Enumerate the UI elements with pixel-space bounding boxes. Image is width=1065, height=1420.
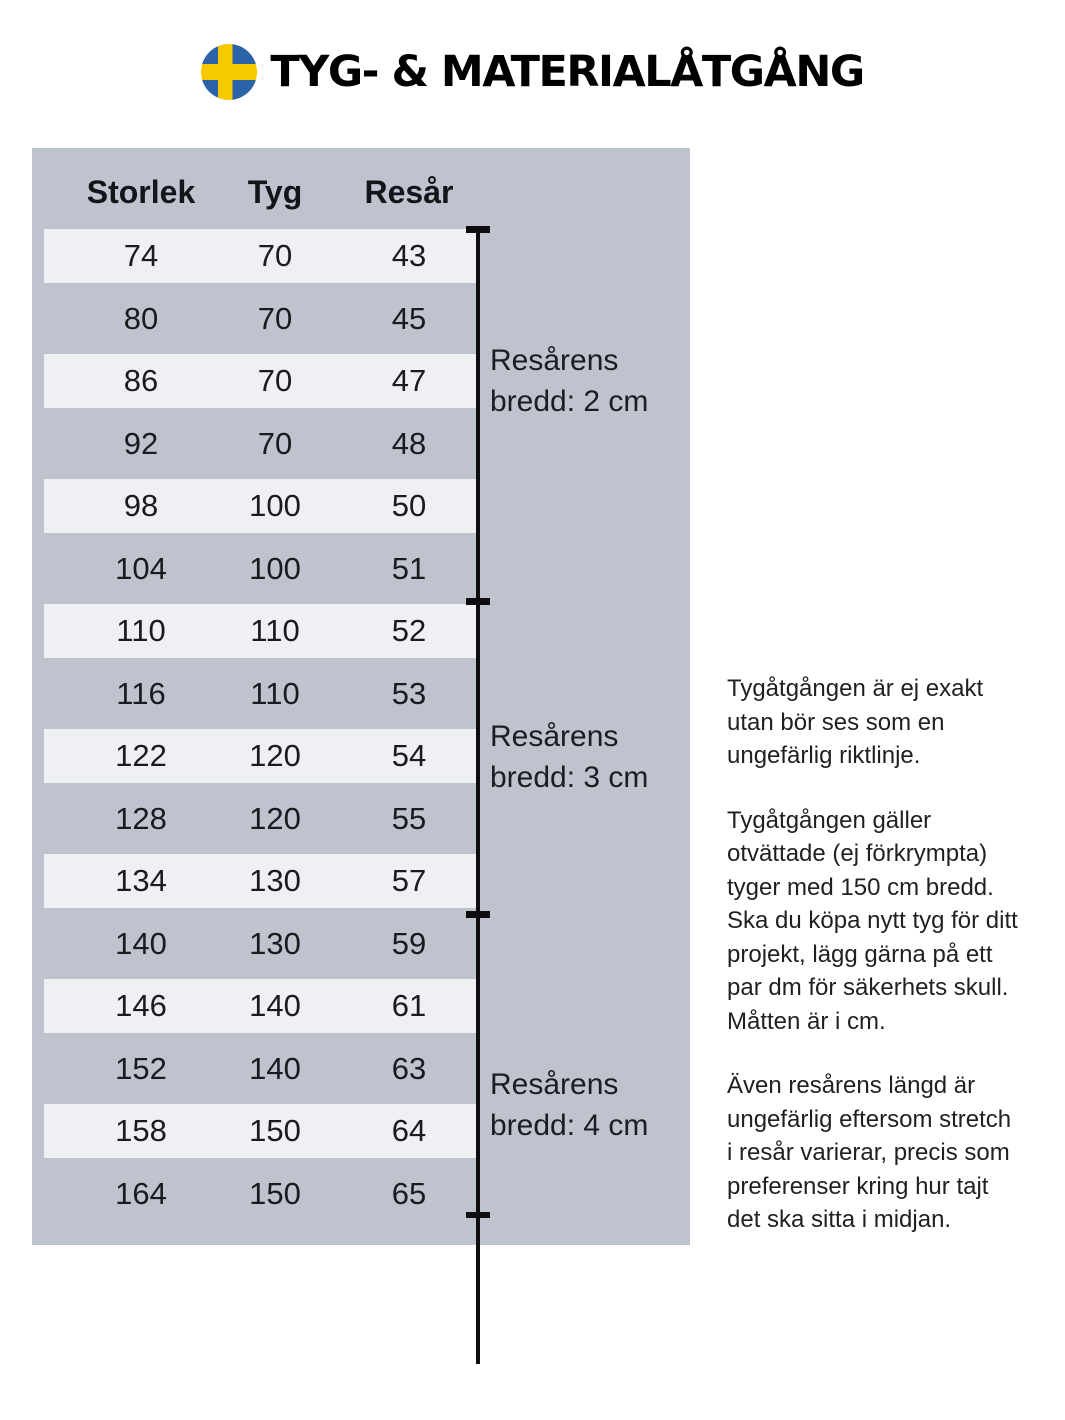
sweden-flag-icon bbox=[201, 44, 257, 100]
note-paragraph: Tygåtgången är ej exakt utan bör ses som en ungefärlig riktlinje. bbox=[727, 675, 984, 769]
cell-resar: 53 bbox=[391, 675, 427, 711]
table-row bbox=[44, 788, 476, 851]
cell-tyg: 120 bbox=[249, 738, 301, 774]
cell-resar: 55 bbox=[391, 800, 427, 836]
cell-storlek: 86 bbox=[123, 363, 159, 399]
cell-tyg: 150 bbox=[249, 1113, 301, 1149]
cell-storlek: 140 bbox=[115, 925, 167, 961]
cell-storlek: 128 bbox=[115, 800, 167, 836]
cell-resar: 57 bbox=[391, 863, 427, 899]
cell-tyg: 150 bbox=[249, 1175, 301, 1211]
table-row bbox=[44, 1163, 476, 1226]
cell-tyg: 100 bbox=[249, 550, 301, 586]
cell-storlek: 110 bbox=[116, 613, 166, 649]
col-header-resar: Resår bbox=[364, 174, 454, 210]
group-label-3cm: Resårens bredd: 3 cm bbox=[490, 720, 649, 794]
bracket-tick-top bbox=[466, 226, 490, 233]
table-row bbox=[44, 913, 476, 976]
cell-storlek: 134 bbox=[115, 863, 167, 899]
cell-storlek: 98 bbox=[123, 488, 159, 524]
cell-storlek: 92 bbox=[123, 425, 159, 461]
col-header-tyg: Tyg bbox=[247, 174, 303, 210]
note-paragraph: Tygåtgången gäller otvättade (ej förkrympta) tyger med 150 cm bredd. Ska du köpa nytt tyg för ditt projekt, lägg gärna på ett par dm för säkerhets skull. Måtten är i cm. bbox=[727, 806, 1018, 1035]
cell-resar: 59 bbox=[391, 925, 427, 961]
cell-resar: 52 bbox=[391, 613, 427, 649]
cell-resar: 64 bbox=[391, 1113, 427, 1149]
group-label-2cm: Resårens bredd: 2 cm bbox=[490, 344, 649, 418]
table-row bbox=[44, 600, 476, 663]
cell-tyg: 70 bbox=[257, 363, 293, 399]
cell-tyg: 140 bbox=[249, 988, 301, 1024]
group-label-4cm: Resårens bredd: 4 cm bbox=[490, 1068, 649, 1142]
table-row bbox=[44, 975, 476, 1038]
table-row bbox=[44, 350, 476, 413]
cell-resar: 65 bbox=[391, 1175, 427, 1211]
cell-tyg: 70 bbox=[257, 300, 293, 336]
cell-resar: 51 bbox=[391, 550, 427, 586]
cell-tyg: 110 bbox=[250, 675, 300, 711]
table-row bbox=[44, 413, 476, 476]
page-title: TYG- & MATERIALÅTGÅNG bbox=[270, 47, 864, 97]
table-body bbox=[44, 225, 476, 1225]
cell-resar: 43 bbox=[391, 238, 427, 274]
table-row bbox=[44, 663, 476, 726]
cell-storlek: 146 bbox=[115, 988, 167, 1024]
cell-resar: 50 bbox=[391, 488, 427, 524]
title-bar bbox=[0, 44, 1065, 100]
bracket-tick-mid-1 bbox=[466, 598, 490, 605]
cell-tyg: 70 bbox=[257, 238, 293, 274]
cell-resar: 61 bbox=[391, 988, 427, 1024]
cell-storlek: 80 bbox=[123, 300, 159, 336]
cell-tyg: 140 bbox=[249, 1050, 301, 1086]
cell-resar: 54 bbox=[391, 738, 427, 774]
cell-resar: 45 bbox=[391, 300, 427, 336]
cell-tyg: 70 bbox=[257, 425, 293, 461]
bracket-tick-bottom bbox=[466, 1212, 490, 1218]
table-row bbox=[44, 1038, 476, 1101]
cell-storlek: 164 bbox=[115, 1175, 167, 1211]
table-row bbox=[44, 225, 476, 288]
table-row bbox=[44, 1100, 476, 1163]
note-paragraph: Även resårens längd är ungefärlig eftersom stretch i resår varierar, precis som preferenser kring hur tajt det ska sitta i midjan. bbox=[727, 1072, 1012, 1233]
cell-tyg: 110 bbox=[250, 613, 300, 649]
table-row bbox=[44, 538, 476, 601]
cell-resar: 63 bbox=[391, 1050, 427, 1086]
size-table-panel bbox=[32, 148, 690, 1245]
table-row bbox=[44, 288, 476, 351]
cell-storlek: 74 bbox=[123, 238, 159, 274]
cell-resar: 48 bbox=[391, 425, 427, 461]
notes-column bbox=[727, 672, 1019, 1268]
cell-resar: 47 bbox=[391, 363, 427, 399]
cell-storlek: 104 bbox=[115, 550, 167, 586]
cell-tyg: 130 bbox=[249, 863, 301, 899]
cell-storlek: 122 bbox=[115, 738, 167, 774]
cell-tyg: 100 bbox=[249, 488, 301, 524]
table-row bbox=[44, 475, 476, 538]
cell-tyg: 120 bbox=[249, 800, 301, 836]
bracket-tick-mid-2 bbox=[466, 911, 490, 918]
bracket-line bbox=[476, 228, 480, 1364]
col-header-storlek: Storlek bbox=[86, 174, 196, 210]
table-row bbox=[44, 850, 476, 913]
table-row bbox=[44, 725, 476, 788]
table-header-row bbox=[44, 174, 506, 211]
cell-storlek: 116 bbox=[116, 675, 166, 711]
cell-storlek: 158 bbox=[115, 1113, 167, 1149]
cell-tyg: 130 bbox=[249, 925, 301, 961]
cell-storlek: 152 bbox=[115, 1050, 167, 1086]
